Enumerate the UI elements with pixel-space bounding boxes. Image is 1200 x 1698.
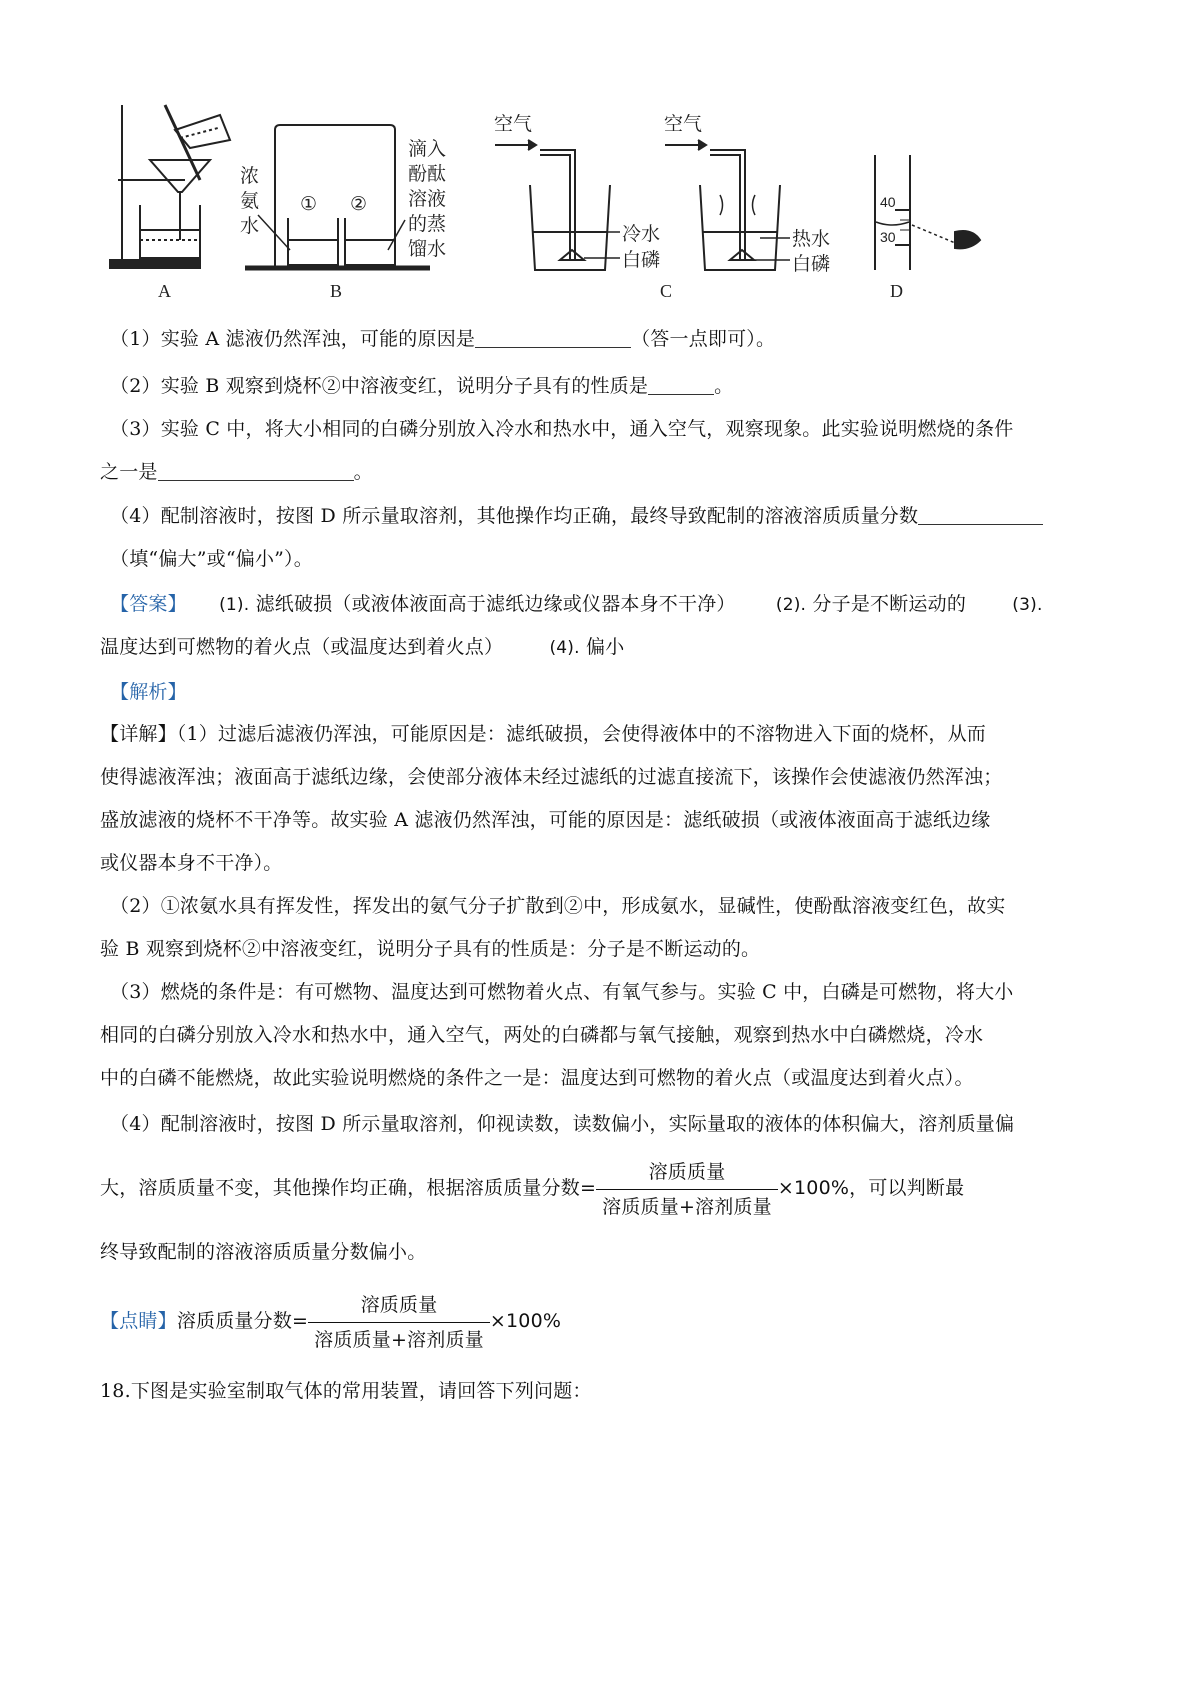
- apparatus-c-cold-water: [495, 140, 620, 270]
- label-b-right-5: 馏水: [408, 238, 447, 260]
- label-b-right-1: 滴入: [408, 138, 447, 160]
- detail-line-1: 【详解】（1）过滤后滤液仍浑浊，可能原因是：滤纸破损，会使得液体中的不溶物进入下面的烧杯，从而: [100, 723, 986, 745]
- experiment-figure: [100, 100, 1090, 340]
- label-c-air-2: 空气: [664, 113, 703, 135]
- detail-line-5: （2）①浓氨水具有挥发性，挥发出的氨气分子扩散到②中，形成氨水，显碱性，使酚酞溶液变红色，故实: [110, 895, 1006, 917]
- apparatus-d-cylinder: [875, 155, 980, 270]
- tip-line: 【点睛】溶质质量分数= $\frac{\text{溶质质量}}{\text{溶质质量+溶剂质量}}$ ×100%: [100, 1293, 562, 1351]
- answer-blank-2: [648, 374, 714, 395]
- label-b: B: [330, 281, 343, 301]
- detail-line-7: （3）燃烧的条件是：有可燃物、温度达到可燃物着火点、有氧气参与。实验 C 中，白磷是可燃物，将大小: [110, 981, 1014, 1003]
- label-c-hot-water: 热水: [792, 228, 831, 250]
- experiment-diagram: [100, 100, 1090, 340]
- detail-line-12: 终导致配制的溶液溶质质量分数偏小。: [100, 1241, 427, 1263]
- answer-blank-3: [158, 460, 354, 481]
- label-c-cold-water: 冷水: [622, 223, 661, 245]
- label-b-left-1: 浓: [240, 165, 260, 187]
- label-d-30: 30: [880, 229, 896, 245]
- detail-line-11: 大，溶质质量不变，其他操作均正确，根据溶质质量分数= $\frac{\text{溶质质量}}{\text{溶质质量+溶剂质量}}$ ×100%，可以判断最: [100, 1160, 965, 1218]
- question-2: （2）实验 B 观察到烧杯②中溶液变红，说明分子具有的性质是 。: [110, 375, 734, 397]
- label-c-phosphorus-1: 白磷: [622, 249, 661, 271]
- label-c: C: [660, 281, 673, 301]
- detail-line-3: 盛放滤液的烧杯不干净等。故实验 A 滤液仍然浑浊，可能的原因是：滤纸破损（或液体液面高于滤纸边缘: [100, 809, 991, 831]
- question-18: 18.下图是实验室制取气体的常用装置，请回答下列问题：: [100, 1380, 592, 1402]
- mass-fraction-formula-1: $\frac{\text{溶质质量}}{\text{溶质质量+溶剂质量}}$: [596, 1159, 778, 1220]
- apparatus-a-filtration: [110, 105, 230, 268]
- detail-line-9: 中的白磷不能燃烧，故此实验说明燃烧的条件之一是：温度达到可燃物的着火点（或温度达到着火点）。: [100, 1067, 974, 1089]
- label-b-circle-1: ①: [300, 193, 318, 215]
- answer-blank-1: [475, 327, 631, 348]
- label-b-circle-2: ②: [350, 193, 368, 215]
- detail-line-6: 验 B 观察到烧杯②中溶液变红，说明分子具有的性质是：分子是不断运动的。: [100, 938, 761, 960]
- label-b-right-2: 酚酞: [408, 163, 447, 185]
- label-c-air-1: 空气: [494, 113, 533, 135]
- answer-line-2: 温度达到可燃物的着火点（或温度达到着火点） (4). 偏小: [100, 636, 625, 658]
- apparatus-b-diffusion: [245, 125, 430, 268]
- answer-blank-4: [918, 504, 1043, 525]
- question-1: （1）实验 A 滤液仍然浑浊，可能的原因是 （答一点即可）。: [110, 328, 776, 350]
- question-3-line-1: （3）实验 C 中，将大小相同的白磷分别放入冷水和热水中，通入空气，观察现象。此实验说明燃烧的条件: [110, 418, 1014, 440]
- question-3-line-2: 之一是 。: [100, 461, 373, 483]
- analysis-tag: 【解析】: [110, 681, 187, 703]
- label-b-left-3: 水: [240, 215, 260, 237]
- label-b-right-4: 的蒸: [408, 213, 447, 235]
- label-d: D: [890, 281, 903, 301]
- label-a: A: [158, 281, 171, 301]
- apparatus-c-hot-water: [665, 140, 790, 270]
- answer-line-1: 【答案】 (1). 滤纸破损（或液体液面高于滤纸边缘或仪器本身不干净） (2). 分子是不断运动的 (3).: [110, 593, 1043, 615]
- question-4-line-1: （4）配制溶液时，按图 D 所示量取溶剂，其他操作均正确，最终导致配制的溶液溶质质量分数: [110, 502, 1100, 530]
- detail-line-2: 使得滤液浑浊；液面高于滤纸边缘，会使部分液体未经过滤纸的过滤直接流下，该操作会使滤液仍然浑浊；: [100, 766, 1003, 788]
- label-b-left-2: 氨: [240, 190, 260, 212]
- label-c-phosphorus-2: 白磷: [792, 253, 831, 275]
- label-d-40: 40: [880, 194, 896, 210]
- detail-line-4: 或仪器本身不干净）。: [100, 852, 283, 874]
- mass-fraction-formula-2: $\frac{\text{溶质质量}}{\text{溶质质量+溶剂质量}}$: [308, 1292, 490, 1353]
- answer-tag: 【答案】: [110, 593, 187, 615]
- detail-line-10: （4）配制溶液时，按图 D 所示量取溶剂，仰视读数，读数偏小，实际量取的液体的体积偏大，溶剂质量偏: [110, 1113, 1015, 1135]
- detail-line-8: 相同的白磷分别放入冷水和热水中，通入空气，两处的白磷都与氧气接触，观察到热水中白磷燃烧，冷水: [100, 1024, 984, 1046]
- label-b-right-3: 溶液: [408, 188, 447, 210]
- question-4-line-2: （填“偏大”或“偏小”）。: [110, 548, 313, 570]
